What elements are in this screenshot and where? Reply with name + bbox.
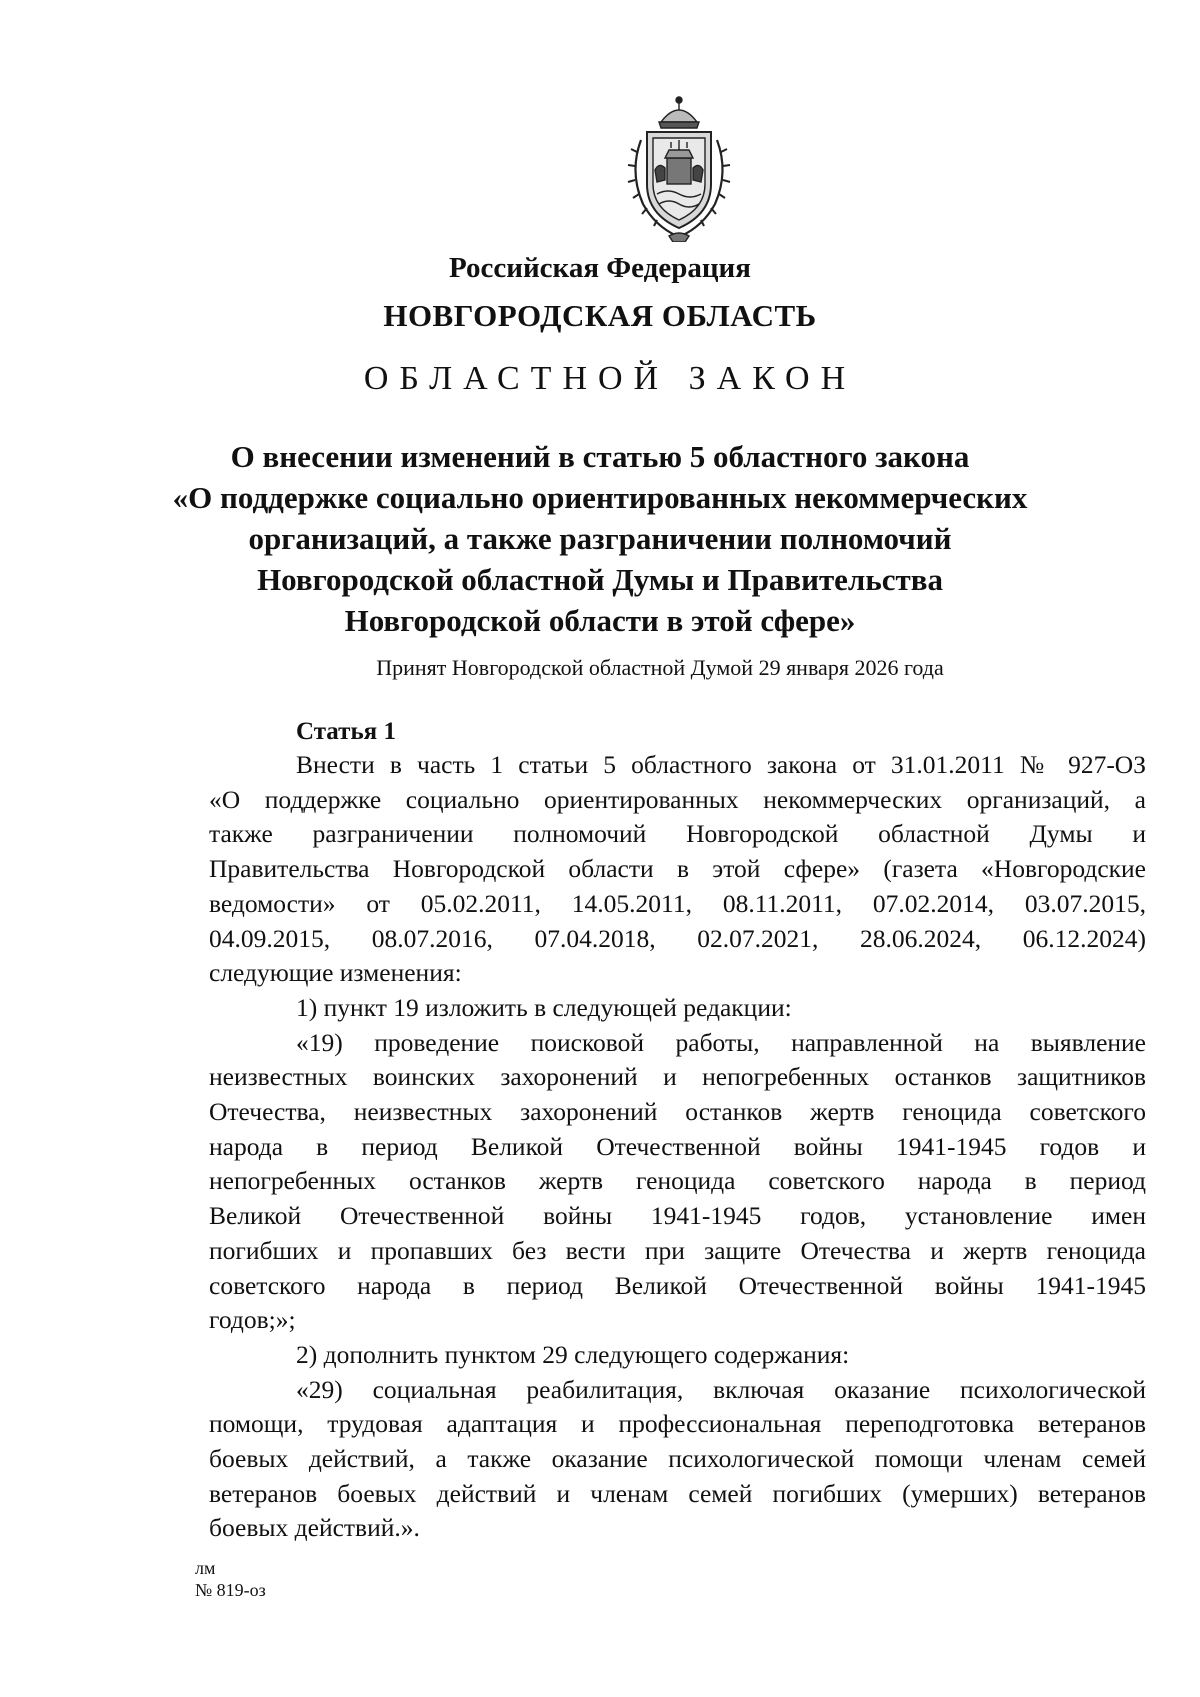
paragraph-line: «19) проведение поисковой работы, направленной на выявление	[296, 1027, 1146, 1057]
adoption-note: Принят Новгородской областной Думой 29 января 2026 года	[376, 655, 944, 680]
paragraph-line: ведомости» от 05.02.2011, 14.05.2011, 08.11.2011, 07.02.2014, 03.07.2015,	[209, 888, 1146, 918]
paragraph-line: помощи, трудовая адаптация и профессиональная переподготовка ветеранов	[209, 1409, 1146, 1439]
paragraph-line: Внести в часть 1 статьи 5 областного закона от 31.01.2011 № 927-ОЗ	[296, 750, 1146, 779]
paragraph-line: следующие изменения:	[209, 958, 462, 988]
paragraph-line: «29) социальная реабилитация, включая оказание психологической	[296, 1374, 1146, 1404]
paragraph-line: Великой Отечественной войны 1941-1945 годов, установление имен	[209, 1201, 1146, 1231]
article-heading: Статья 1	[296, 718, 396, 745]
title-line: Новгородской области в этой сфере»	[344, 603, 856, 638]
paragraph-line: ветеранов боевых действий и членам семей погибших (умерших) ветеранов	[209, 1478, 1146, 1508]
paragraph-line: также разграничении полномочий Новгородской областной Думы и	[209, 819, 1146, 849]
author-initials: лм	[195, 1558, 216, 1578]
title-line: «О поддержке социально ориентированных некоммерческих	[172, 480, 1028, 515]
paragraph-line: неизвестных воинских захоронений и непогребенных останков защитников	[209, 1062, 1146, 1092]
paragraph-line: боевых действий.».	[209, 1513, 420, 1543]
paragraph-line: «О поддержке социально ориентированных некоммерческих организаций, а	[209, 784, 1146, 814]
paragraph-line: народа в период Великой Отечественной войны 1941-1945 годов и	[209, 1131, 1146, 1161]
paragraph-line: годов;»;	[209, 1305, 296, 1335]
title-line: О внесении изменений в статью 5 областного закона	[230, 439, 970, 474]
law-number: № 819-оз	[195, 1580, 266, 1600]
document-type: ОБЛАСТНОЙ ЗАКОН	[363, 360, 857, 397]
paragraph-line: 2) дополнить пунктом 29 следующего содержания:	[296, 1339, 850, 1369]
document-footer	[195, 1557, 266, 1601]
article-body	[209, 748, 1146, 1546]
paragraph-line: Правительства Новгородской области в этой сфере» (газета «Новгородские	[209, 854, 1146, 884]
coat-of-arms-icon	[615, 92, 743, 242]
paragraph-line: 04.09.2015, 08.07.2016, 07.04.2018, 02.07.2021, 28.06.2024, 06.12.2024)	[209, 923, 1146, 953]
region-name: НОВГОРОДСКАЯ ОБЛАСТЬ	[383, 298, 817, 333]
paragraph-line: советского народа в период Великой Отечественной войны 1941-1945	[209, 1270, 1146, 1300]
country-name: Российская Федерация	[449, 252, 751, 284]
paragraph-line: Отечества, неизвестных захоронений останков жертв геноцида советского	[209, 1097, 1146, 1127]
paragraph-line: боевых действий, а также оказание психологической помощи членам семей	[209, 1444, 1146, 1474]
title-line: Новгородской областной Думы и Правительства	[257, 562, 943, 597]
law-title	[150, 436, 1050, 641]
title-line: организаций, а также разграничении полномочий	[248, 521, 952, 556]
paragraph-line: непогребенных останков жертв геноцида советского народа в период	[209, 1166, 1146, 1196]
paragraph-line: погибших и пропавших без вести при защите Отечества и жертв геноцида	[209, 1235, 1146, 1265]
paragraph-line: 1) пункт 19 изложить в следующей редакции:	[296, 992, 792, 1022]
